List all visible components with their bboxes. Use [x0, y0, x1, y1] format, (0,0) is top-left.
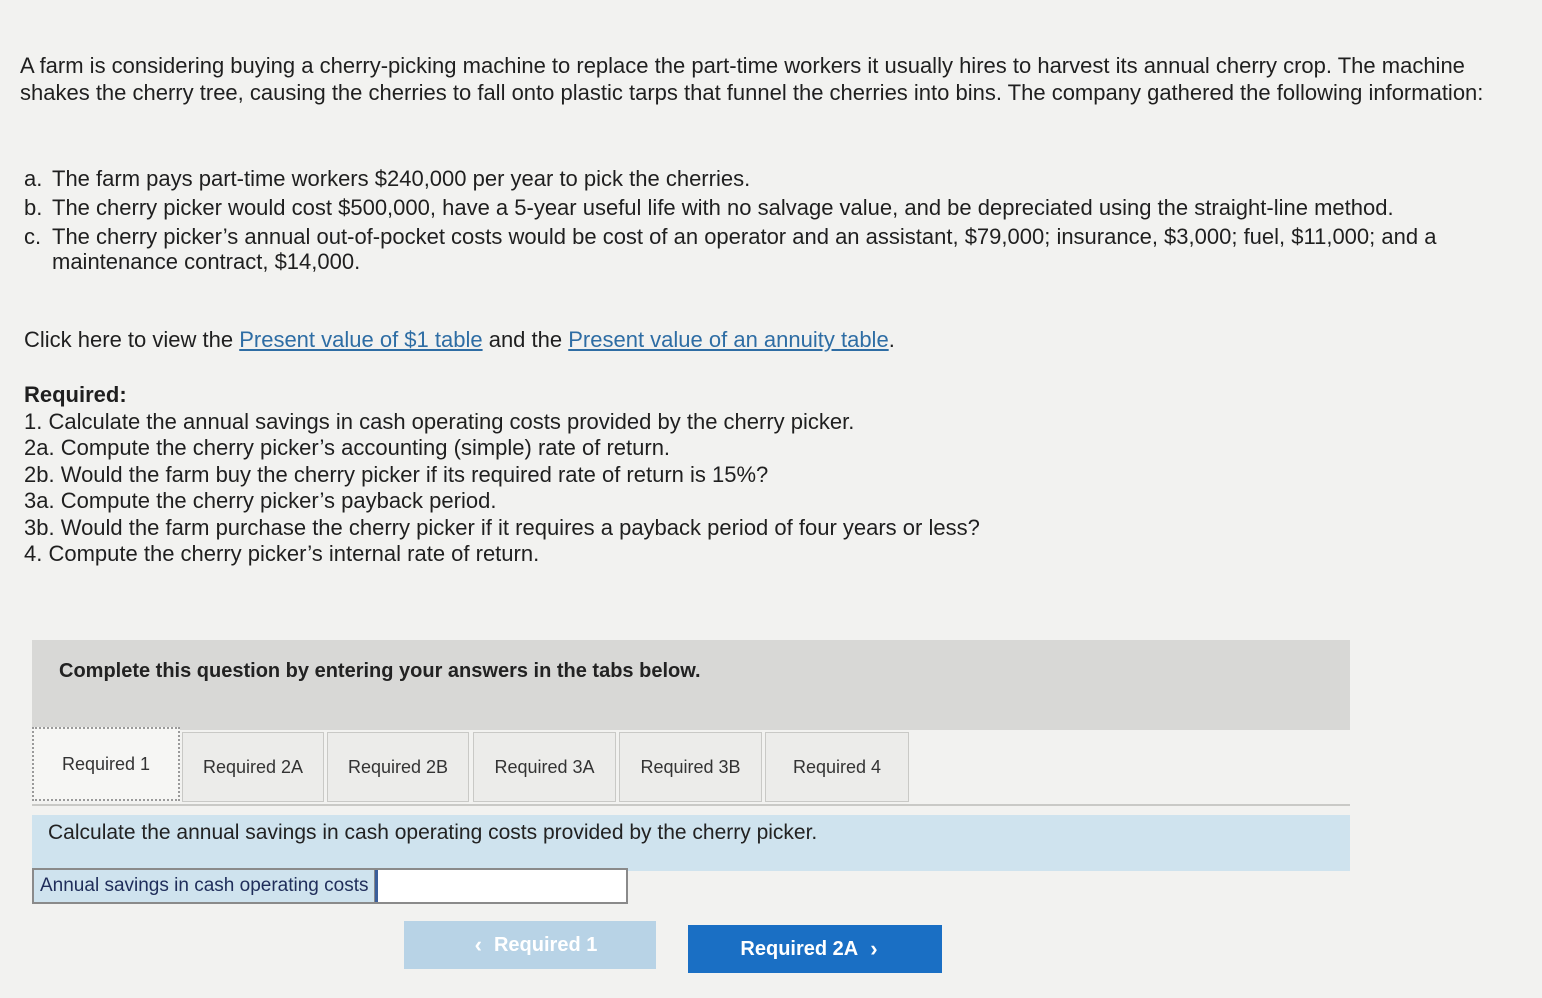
required-item: 1. Calculate the annual savings in cash operating costs provided by the cherry picker. — [24, 408, 855, 434]
fact-marker: a. — [24, 166, 43, 191]
fact-text: The farm pays part-time workers $240,000 per year to pick the cherries. — [52, 166, 751, 191]
answer-row — [32, 868, 628, 904]
required-header: Required: — [24, 382, 127, 407]
chevron-left-icon: ‹ — [474, 932, 482, 957]
prev-button-label: Required 1 — [493, 933, 598, 956]
instructions-banner — [32, 640, 1350, 730]
present-value-annuity-table-link[interactable]: Present value of an annuity table — [568, 327, 889, 352]
links-suffix: . — [888, 327, 895, 352]
required-item: 3a. Compute the cherry picker’s payback period. — [24, 488, 497, 513]
prev-button[interactable] — [404, 921, 656, 969]
fact-item — [24, 166, 1504, 191]
fact-item — [24, 224, 1504, 274]
answer-tabs — [32, 727, 1350, 807]
facts-list — [24, 166, 1504, 278]
tab-required-4[interactable]: Required 4 — [765, 732, 909, 802]
problem-intro: A farm is considering buying a cherry-picking machine to replace the part-time workers it usually hires to harvest its annual cherry crop. The machine shakes the cherry tree, causing the cherries to fall onto plastic tarps that funnel the cherries into bins. The company gathered the following information: — [20, 53, 1484, 105]
answer-label: Annual savings in cash operating costs — [34, 870, 375, 902]
tab-required-2a[interactable]: Required 2A — [182, 732, 324, 802]
required-item: 2b. Would the farm buy the cherry picker if its required rate of return is 15%? — [24, 461, 769, 487]
table-links — [24, 326, 895, 354]
fact-marker: b. — [24, 195, 43, 220]
links-middle: and the — [482, 327, 569, 352]
question-bar — [32, 815, 1350, 871]
tab-divider — [32, 804, 1350, 806]
present-value-table-link[interactable]: Present value of $1 table — [239, 327, 483, 352]
tab-required-2b[interactable]: Required 2B — [327, 732, 469, 802]
next-button[interactable] — [688, 925, 942, 973]
annual-savings-input[interactable] — [375, 870, 626, 902]
fact-item — [24, 195, 1504, 220]
next-button-label: Required 2A — [740, 937, 859, 960]
chevron-right-icon: › — [870, 936, 878, 961]
required-section — [24, 382, 1224, 568]
fact-marker: c. — [24, 224, 42, 249]
required-item: 3b. Would the farm purchase the cherry picker if it requires a payback period of four years or less? — [24, 514, 980, 540]
links-prefix: Click here to view the — [24, 327, 240, 352]
instructions-text: Complete this question by entering your answers in the tabs below. — [59, 660, 701, 682]
required-item: 2a. Compute the cherry picker’s accounting (simple) rate of return. — [24, 435, 671, 460]
tab-required-1[interactable]: Required 1 — [32, 727, 180, 801]
tab-required-3b[interactable]: Required 3B — [619, 732, 762, 802]
tab-required-3a[interactable]: Required 3A — [473, 732, 616, 802]
question-text: Calculate the annual savings in cash operating costs provided by the cherry picker. — [48, 821, 818, 844]
required-item: 4. Compute the cherry picker’s internal rate of return. — [24, 541, 540, 566]
fact-text: The cherry picker would cost $500,000, have a 5-year useful life with no salvage value, and be depreciated using the straight-line method. — [52, 195, 1394, 220]
fact-text: The cherry picker’s annual out-of-pocket costs would be cost of an operator and an assistant, $79,000; insurance, $3,000; fuel, $11,000; and a maintenance contract, $14,000. — [52, 224, 1437, 274]
